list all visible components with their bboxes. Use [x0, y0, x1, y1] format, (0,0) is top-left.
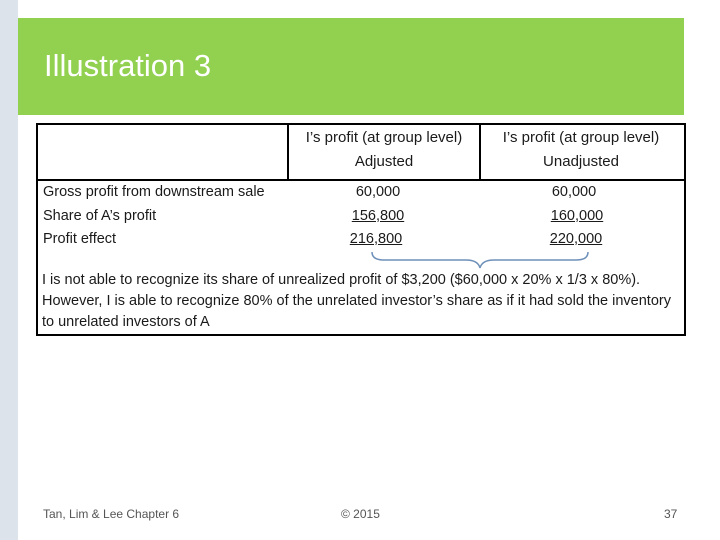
explanation-note: I is not able to recognize its share of unrealized profit of $3,200 ($60,000 x 20% x 1/3 x 80%). However, I is able to recognize 80% of the unrelated investor’s share as if it had sold the inventory to unrelated investors of A: [42, 272, 671, 330]
header-unadjusted-line2: Unadjusted: [543, 153, 619, 170]
footer-copyright: © 2015: [341, 507, 380, 521]
row-value-unadjusted: 220,000: [549, 231, 603, 247]
header-adjusted-line2: Adjusted: [354, 153, 414, 170]
slide-title: Illustration 3: [44, 48, 212, 83]
row-label: Share of A’s profit: [43, 208, 157, 224]
row-value-adjusted: 156,800: [351, 208, 405, 224]
row-value-adjusted: 60,000: [355, 184, 401, 200]
left-accent-strip: [0, 0, 18, 540]
header-adjusted-line1: I’s profit (at group level): [305, 129, 463, 146]
curly-brace-icon: [370, 250, 590, 272]
header-adjusted: [289, 126, 479, 174]
header-unadjusted: [481, 126, 681, 174]
row-value-adjusted: 216,800: [349, 231, 403, 247]
page-number: 37: [664, 507, 678, 521]
footer-source: Tan, Lim & Lee Chapter 6: [43, 507, 180, 521]
row-label: Profit effect: [43, 231, 117, 247]
row-label: Gross profit from downstream sale: [43, 184, 265, 200]
header-unadjusted-line1: I’s profit (at group level): [502, 129, 660, 146]
row-value-unadjusted: 160,000: [550, 208, 604, 224]
row-value-unadjusted: 60,000: [551, 184, 597, 200]
